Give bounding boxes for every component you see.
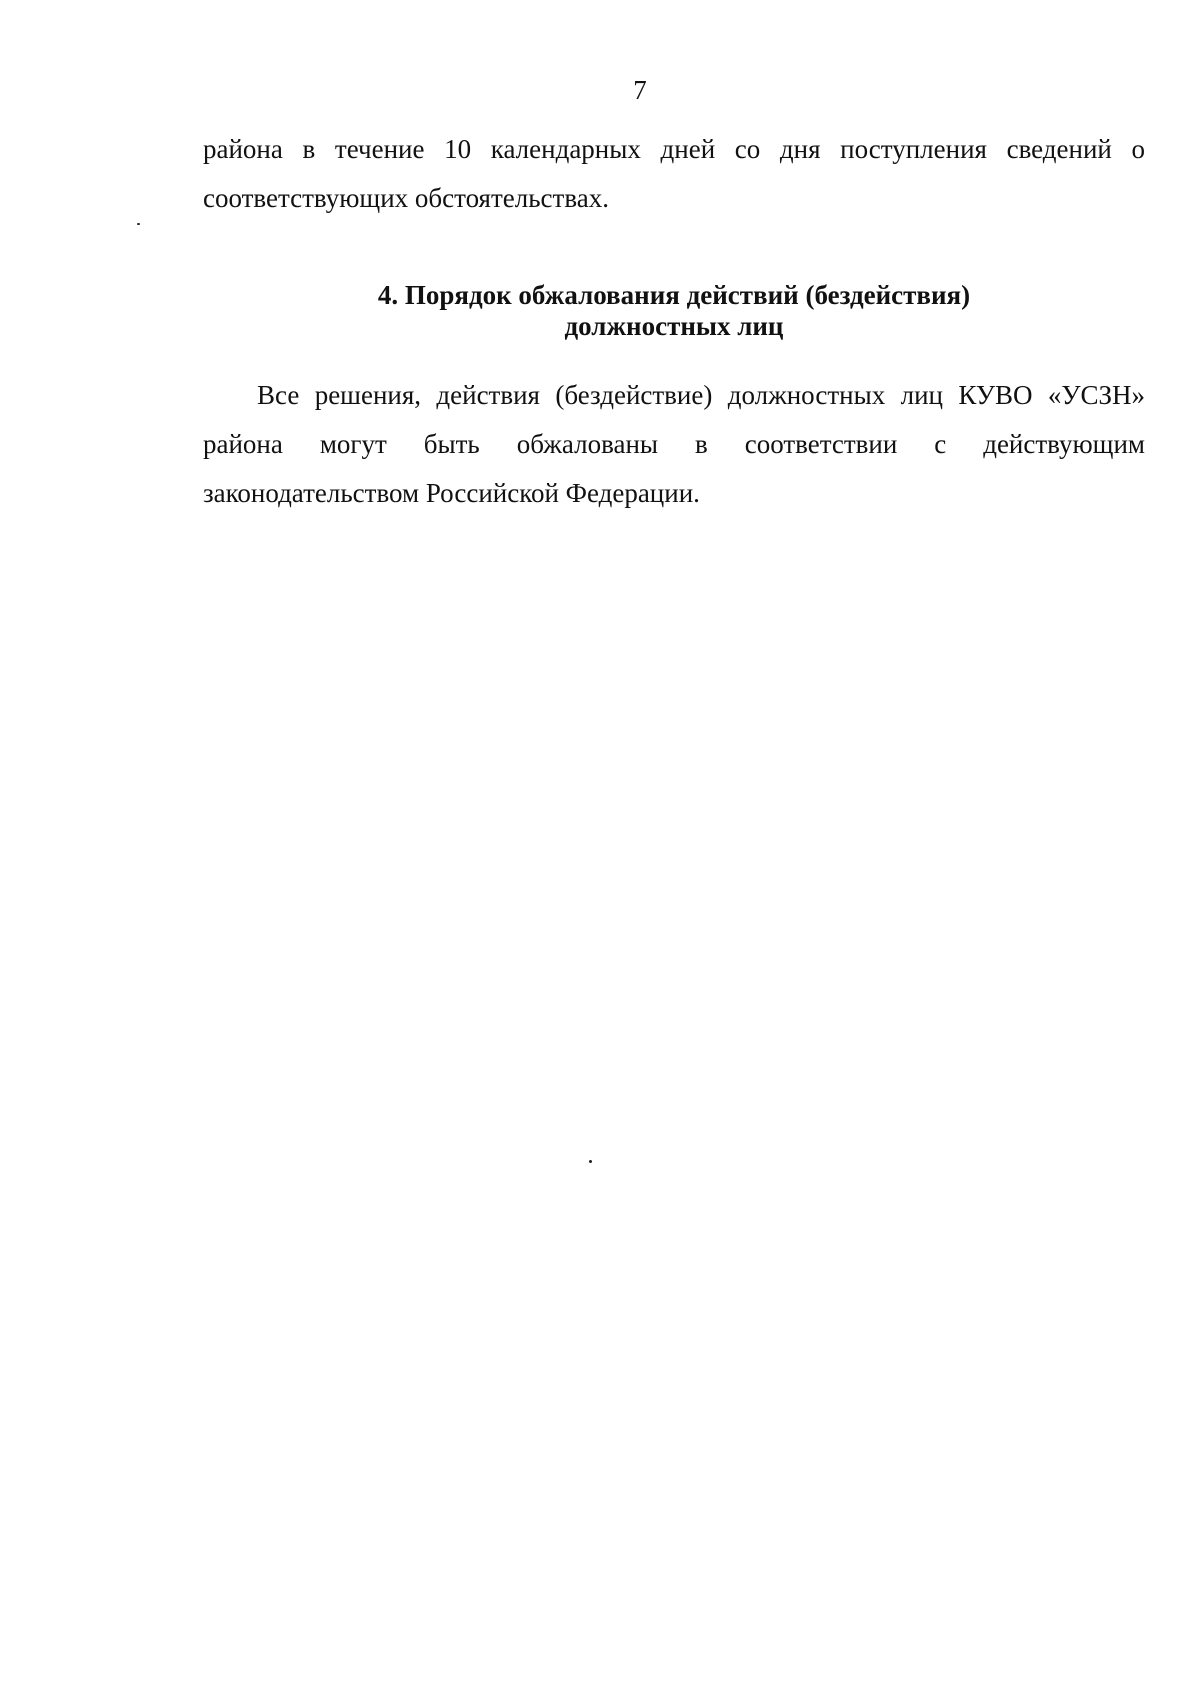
scan-speck-mark bbox=[137, 223, 140, 225]
scan-speck-mark bbox=[589, 1160, 592, 1163]
page-number: 7 bbox=[633, 75, 647, 105]
section-heading-line-1: 4. Порядок обжалования действий (бездействия) bbox=[377, 280, 971, 310]
section-heading bbox=[203, 280, 1145, 342]
paragraph-appeals: Все решения, действия (бездействие) должностных лиц КУВО «УСЗН» района могут быть обжалованы в соответствии с действующим законодательством Российской Федерации. bbox=[203, 380, 1145, 508]
section-heading-line-2: должностных лиц bbox=[564, 311, 784, 341]
paragraph-continuation: района в течение 10 календарных дней со дня поступления сведений о соответствующих обстоятельствах. bbox=[203, 134, 1145, 213]
